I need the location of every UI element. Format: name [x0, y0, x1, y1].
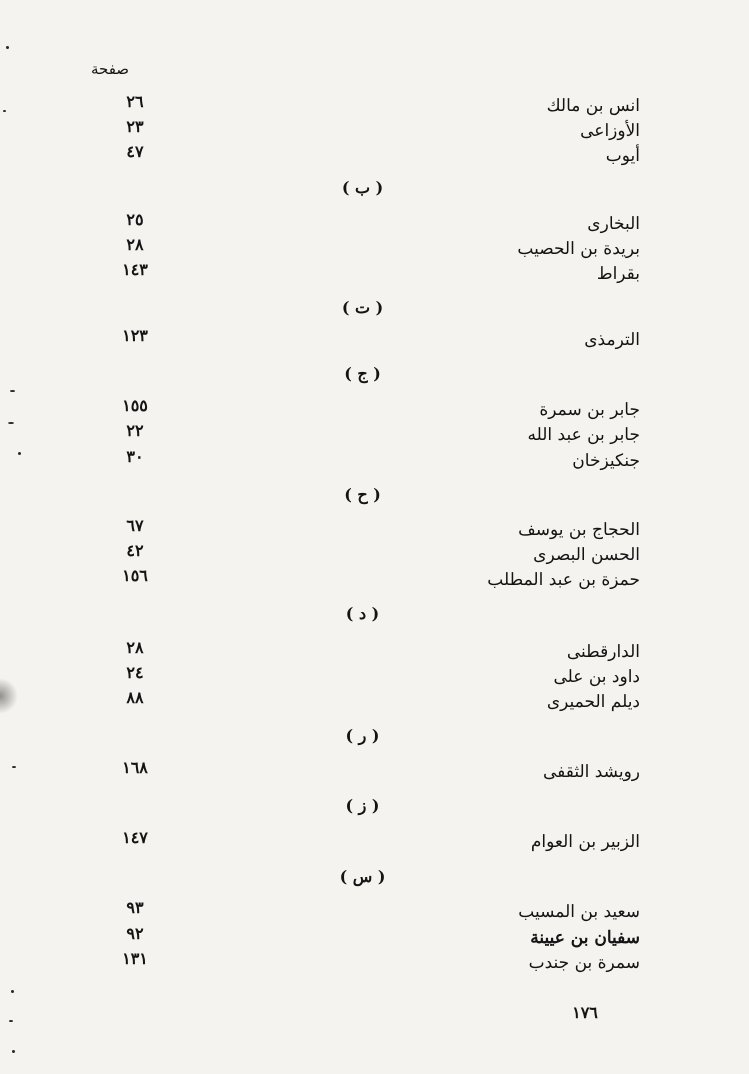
index-entry	[40, 326, 640, 356]
entry-name: الزبير بن العوام	[530, 832, 640, 852]
section-heading: ( ر )	[345, 726, 380, 745]
section-heading: ( ز )	[345, 796, 380, 815]
entry-page: ١٣١	[122, 949, 148, 968]
entry-name: حمزة بن عبد المطلب	[487, 570, 640, 590]
entry-page: ٢٤	[126, 663, 144, 682]
entry-page: ٤٢	[126, 541, 144, 560]
entry-name: بقراط	[596, 264, 640, 284]
entry-name: أيوب	[605, 146, 640, 166]
entry-page: ٤٧	[126, 142, 144, 161]
entry-page: ٩٢	[126, 924, 144, 943]
entry-name: الأوزاعى	[580, 121, 640, 141]
entry-page: ٦٧	[126, 516, 144, 535]
scan-speck	[10, 390, 15, 392]
entry-page: ١٢٣	[122, 326, 148, 345]
index-entry	[40, 142, 640, 172]
entry-name: الحجاج بن يوسف	[518, 520, 640, 540]
index-entry	[40, 260, 640, 290]
scan-speck	[3, 110, 6, 112]
section-heading: ( ج )	[344, 364, 381, 383]
entry-page: ٣٠	[126, 447, 144, 466]
entry-page: ٢٥	[126, 210, 144, 229]
scan-speck	[12, 766, 16, 768]
entry-page: ٩٣	[126, 898, 144, 917]
entry-page: ٢٦	[126, 92, 144, 111]
entry-name: جابر بن عبد الله	[527, 425, 640, 445]
entry-name: داود بن على	[553, 667, 640, 687]
section-heading: ( ح )	[344, 485, 381, 504]
entry-name: سمرة بن جندب	[528, 953, 640, 973]
entry-name: الحسن البصرى	[533, 545, 640, 565]
scan-smudge	[0, 678, 18, 714]
entry-name: انس بن مالك	[546, 96, 640, 116]
index-entry	[40, 688, 640, 718]
section-heading: ( د )	[345, 604, 380, 623]
entry-page: ١٤٧	[122, 828, 148, 847]
section-heading: ( ت )	[341, 298, 384, 317]
index-entry	[40, 828, 640, 858]
entry-name: سعيد بن المسيب	[518, 902, 640, 922]
index-entry	[40, 758, 640, 788]
entry-name: الدارقطنى	[566, 642, 640, 662]
entry-page: ١٥٦	[122, 566, 148, 585]
scan-speck	[18, 452, 21, 455]
scan-speck	[11, 990, 14, 993]
index-entry	[40, 447, 640, 477]
entry-page: ٢٢	[126, 421, 144, 440]
entry-page: ١٦٨	[122, 758, 148, 777]
entry-page: ١٤٣	[122, 260, 148, 279]
scan-speck	[8, 422, 14, 424]
entry-name: جابر بن سمرة	[539, 400, 640, 420]
entry-page: ٨٨	[126, 688, 144, 707]
scan-speck	[6, 46, 9, 49]
entry-page: ٢٨	[126, 235, 144, 254]
entry-name: ديلم الحميرى	[546, 692, 640, 712]
entry-name: جنكيزخان	[572, 451, 640, 471]
scan-speck	[9, 1020, 13, 1022]
entry-name: رويشد الثقفى	[542, 762, 640, 782]
section-heading: ( س )	[339, 867, 386, 886]
entry-page: ١٥٥	[122, 396, 148, 415]
page-column-header: صفحة	[90, 60, 130, 78]
entry-name: الترمذى	[584, 330, 640, 350]
index-entry	[40, 566, 640, 596]
entry-name: البخارى	[587, 214, 640, 234]
entry-name: سفيان بن عيينة	[530, 928, 640, 948]
entry-page: ٢٣	[126, 117, 144, 136]
section-heading: ( ب )	[341, 178, 384, 197]
page-number: ١٧٦	[572, 1003, 598, 1022]
entry-name: بريدة بن الحصيب	[517, 239, 640, 259]
scan-speck	[12, 1050, 15, 1053]
index-entry	[40, 949, 640, 979]
entry-page: ٢٨	[126, 638, 144, 657]
